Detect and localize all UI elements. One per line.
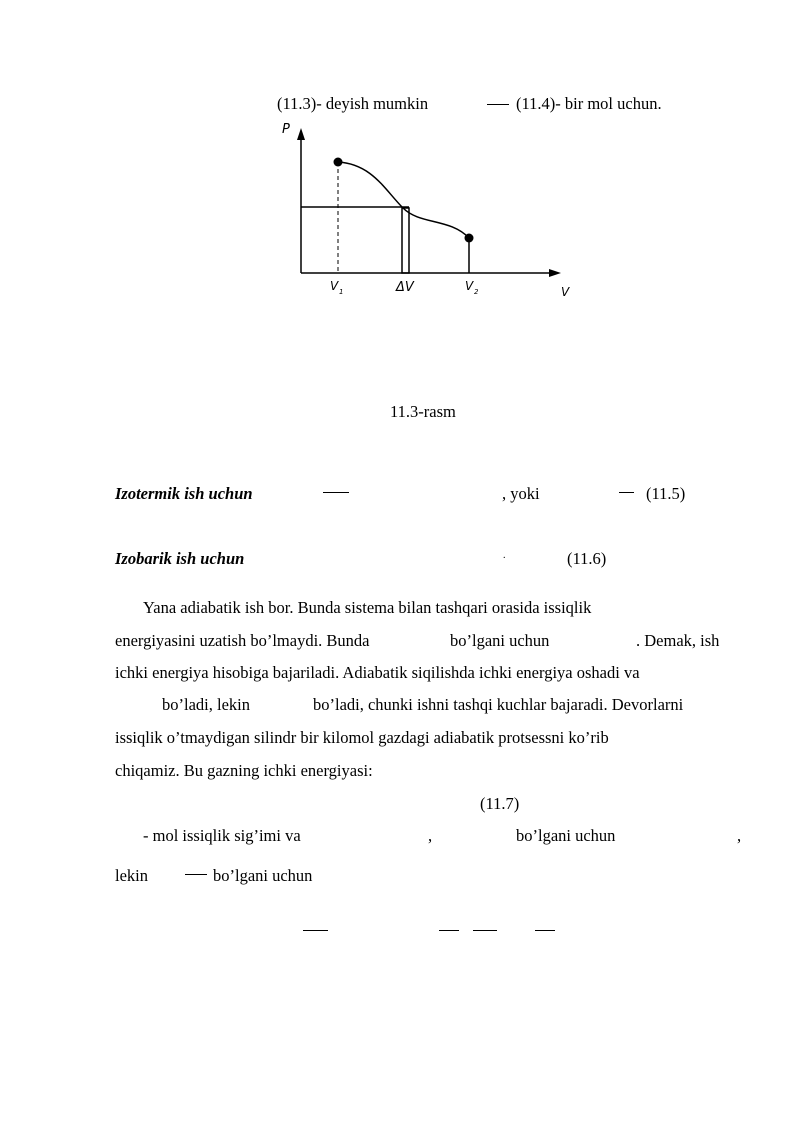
paragraph-line-1: Yana adiabatik ish bor. Bunda sistema bilan tashqari orasida issiqlik — [143, 598, 592, 617]
fraction-bar — [487, 104, 509, 105]
mol-line-c: bo’lgani uchun — [516, 826, 616, 845]
isobaric-label: Izobarik ish uchun — [115, 549, 245, 568]
y-axis-arrow — [297, 128, 305, 140]
delta-v-strip — [402, 208, 409, 273]
top-line-left: (11.3)- deyish mumkin — [277, 94, 429, 113]
top-line-right: (11.4)- bir mol uchun. — [516, 94, 662, 113]
y-axis-label: P — [282, 122, 290, 137]
paragraph-line-2c: . Demak, ish — [636, 631, 720, 650]
delta-v-label: ΔV — [396, 280, 414, 295]
paragraph-line-4a: bo’ladi, lekin — [162, 695, 250, 714]
mol-line-d: , — [737, 826, 742, 845]
isobaric-dot: . — [503, 550, 506, 561]
paragraph-line-4b: bo’ladi, chunki ishni tashqi kuchlar bajaradi. Devorlarni — [313, 695, 684, 714]
lekin-line-b: bo’lgani uchun — [213, 866, 313, 885]
fraction-bar — [303, 930, 328, 931]
paragraph-line-5: issiqlik o’tmaydigan silindr bir kilomol gazdagi adiabatik protsessni ko’rib — [115, 728, 609, 747]
fraction-bar — [323, 492, 349, 493]
figure-caption: 11.3-rasm — [390, 402, 456, 421]
pv-diagram — [0, 110, 800, 430]
paragraph-line-2b: bo’lgani uchun — [450, 631, 550, 650]
paragraph-line-2a: energiyasini uzatish bo’lmaydi. Bunda — [115, 631, 370, 650]
fraction-bar — [535, 930, 555, 931]
isobaric-eq-number: (11.6) — [567, 549, 607, 568]
v1-label: V — [330, 279, 339, 293]
state-point-2 — [465, 234, 474, 243]
lekin-line-a: lekin — [115, 866, 148, 885]
v2-label: V — [465, 279, 474, 293]
isothermal-or: , yoki — [502, 484, 540, 503]
isothermal-eq-number: (11.5) — [646, 484, 686, 503]
pv-curve — [338, 162, 469, 238]
v1-subscript: 1 — [339, 288, 344, 296]
fraction-bar — [185, 874, 207, 875]
mol-line-a: - mol issiqlik sig’imi va — [143, 826, 301, 845]
state-point-1 — [334, 158, 343, 167]
fraction-bar — [473, 930, 497, 931]
paragraph-line-3: ichki energiya hisobiga bajariladi. Adiabatik siqilishda ichki energiya oshadi va — [115, 663, 640, 682]
eq-117-number: (11.7) — [480, 794, 520, 813]
isothermal-label: Izotermik ish uchun — [115, 484, 253, 503]
x-axis-arrow — [549, 269, 561, 277]
mol-line-b: , — [428, 826, 433, 845]
paragraph-line-6: chiqamiz. Bu gazning ichki energiyasi: — [115, 761, 373, 780]
fraction-bar — [619, 492, 634, 493]
x-axis-label: V — [561, 285, 570, 299]
fraction-bar — [439, 930, 459, 931]
v2-subscript: 2 — [474, 288, 479, 296]
